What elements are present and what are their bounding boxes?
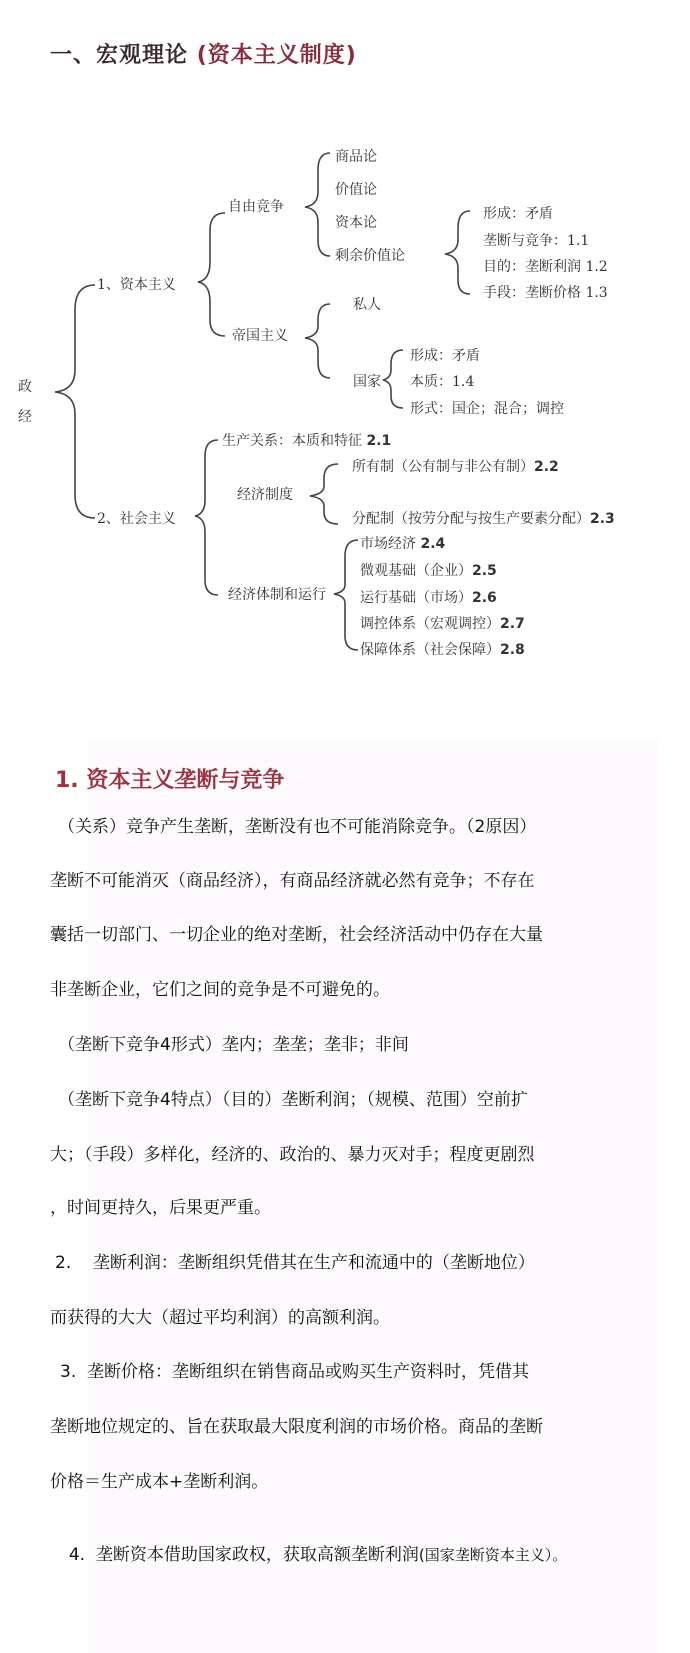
para-line-5: （垄断下竞争4形式）垄内；垄垄；垄非；非间 [58, 1035, 409, 1055]
root-label-2: 经 [18, 409, 32, 425]
node-sv-4: 手段：垄断价格 1.3 [483, 285, 608, 301]
node-private: 私人 [353, 297, 381, 313]
node-state-3: 形式：国企；混合；调控 [410, 401, 564, 417]
tree-brackets [0, 0, 690, 700]
node-sv-1: 形成：矛盾 [483, 206, 553, 222]
node-state-2: 本质：1.4 [410, 374, 475, 390]
para-line-3: 囊括一切部门、一切企业的绝对垄断，社会经济活动中仍存在大量 [50, 925, 543, 945]
node-state-1: 形成：矛盾 [410, 348, 480, 364]
node-value: 价值论 [335, 182, 377, 198]
para-line-9: 2. 垄断利润：垄断组织凭借其在生产和流通中的（垄断地位） [55, 1253, 535, 1273]
node-commodity: 商品论 [335, 149, 377, 165]
node-economic-system: 经济制度 [237, 487, 293, 503]
root-label-1: 政 [18, 379, 32, 395]
para-line-14: 4. 垄断资本借助国家政权，获取高额垄断利润(国家垄断资本主义）。 [68, 1545, 568, 1565]
node-security: 保障体系（社会保障）2.8 [360, 642, 525, 658]
title-main: 一、宏观理论 [50, 43, 189, 68]
node-market-economy: 市场经济 2.4 [360, 536, 446, 552]
para-line-7: 大；（手段）多样化，经济的、政治的、暴力灭对手；程度更剧烈 [50, 1145, 535, 1165]
node-surplus-value: 剩余价值论 [335, 248, 405, 264]
node-sv-3: 目的：垄断利润 1.2 [483, 259, 608, 275]
para-line-6: （垄断下竞争4特点）（目的）垄断利润；（规模、范围）空前扩 [58, 1090, 528, 1110]
node-capitalism: 1、资本主义 [97, 277, 176, 293]
node-micro: 微观基础（企业）2.5 [360, 563, 497, 579]
node-operation: 运行基础（市场）2.6 [360, 590, 497, 606]
para-line-4: 非垄断企业，它们之间的竞争是不可避免的。 [50, 980, 390, 1000]
para-line-8: ，时间更持久，后果更严重。 [50, 1198, 271, 1218]
para-line-1: （关系）竞争产生垄断，垄断没有也不可能消除竞争。（2原因） [58, 817, 537, 837]
node-sv-2: 垄断与竞争：1.1 [483, 233, 590, 249]
para-line-13: 价格＝生产成本+垄断利润。 [50, 1472, 269, 1492]
node-state: 国家 [353, 374, 381, 390]
node-capital: 资本论 [335, 215, 377, 231]
node-imperialism: 帝国主义 [232, 328, 288, 344]
para-line-12: 垄断地位规定的、旨在获取最大限度利润的市场价格。商品的垄断 [50, 1417, 543, 1437]
node-socialism: 2、社会主义 [97, 511, 176, 527]
node-mechanism: 经济体制和运行 [228, 587, 326, 603]
node-free-competition: 自由竞争 [228, 199, 284, 215]
node-regulation: 调控体系（宏观调控）2.7 [360, 616, 525, 632]
node-relations: 生产关系：本质和特征 2.1 [222, 433, 392, 449]
node-distribution: 分配制（按劳分配与按生产要素分配）2.3 [352, 511, 615, 527]
section-title: 1. 资本主义垄断与竞争 [55, 768, 285, 793]
para-line-11: 3. 垄断价格：垄断组织在销售商品或购买生产资料时，凭借其 [60, 1362, 530, 1382]
para-line-2: 垄断不可能消灭（商品经济），有商品经济就必然有竞争；不存在 [50, 871, 535, 891]
para-line-10: 而获得的大大（超过平均利润）的高额利润。 [50, 1308, 390, 1328]
title-paren: (资本主义制度) [196, 43, 357, 68]
node-ownership: 所有制（公有制与非公有制）2.2 [352, 459, 559, 475]
